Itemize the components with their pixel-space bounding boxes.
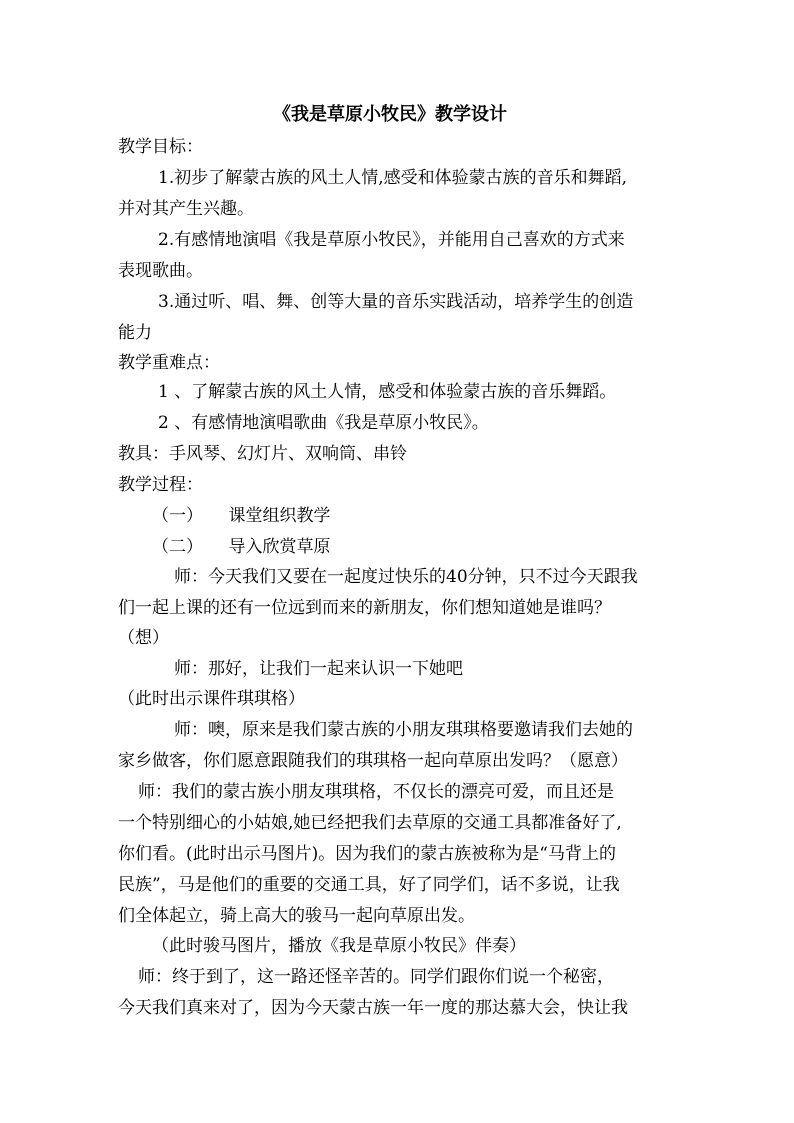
key-point-1: 1 、了解蒙古族的风土人情，感受和体验蒙古族的音乐舞蹈。	[158, 382, 617, 402]
paragraph-1-line-3: （想）	[118, 628, 169, 648]
paragraph-4-line-2: 家乡做客，你们愿意跟随我们的琪琪格一起向草原出发吗？（愿意）	[118, 751, 628, 771]
paragraph-7-line-1: 师：终于到了，这一路还怪辛苦的。同学们跟你们说一个秘密，	[138, 967, 614, 987]
document-title: 《我是草原小牧民》教学设计	[273, 104, 507, 125]
objective-3-line-2: 能力	[118, 323, 152, 343]
paragraph-5-line-3: 你们看。(此时出示马图片)。因为我们的蒙古族被称为是“马背上的	[118, 844, 616, 864]
paragraph-2: 师：那好，让我们一起来认识一下她吧	[174, 659, 463, 679]
objective-2-line-2: 表现歌曲。	[118, 261, 203, 281]
paragraph-7-line-2: 今天我们真来对了，因为今天蒙古族一年一度的那达慕大会，快让我	[118, 998, 628, 1018]
key-points-heading: 教学重难点：	[118, 353, 220, 373]
paragraph-6: （此时骏马图片，播放《我是草原小牧民》伴奏）	[152, 936, 526, 956]
process-heading: 教学过程：	[118, 475, 203, 495]
paragraph-5-line-1: 师：我们的蒙古族小朋友琪琪格，不仅长的漂亮可爱，而且还是	[138, 782, 614, 802]
paragraph-4-line-1: 师：噢，原来是我们蒙古族的小朋友琪琪格要邀请我们去她的	[174, 720, 633, 740]
paragraph-1-line-1: 师：今天我们又要在一起度过快乐的40分钟，只不过今天跟我	[174, 567, 638, 587]
objective-1-line-2: 并对其产生兴趣。	[118, 199, 254, 219]
process-step-1: （一） 课堂组织教学	[152, 506, 331, 526]
objective-3-line-1: 3.通过听、唱、舞、创等大量的音乐实践活动，培养学生的创造	[158, 292, 634, 312]
teaching-tools: 教具：手风琴、幻灯片、双响筒、串铃	[118, 444, 407, 464]
paragraph-1-line-2: 们一起上课的还有一位远到而来的新朋友，你们想知道她是谁吗？	[118, 598, 611, 618]
objectives-heading: 教学目标：	[118, 137, 203, 157]
paragraph-5-line-2: 一个特别细心的小姑娘,她已经把我们去草原的交通工具都准备好了,	[118, 813, 622, 833]
objective-2-line-1: 2.有感情地演唱《我是草原小牧民》，并能用自己喜欢的方式来	[158, 230, 625, 250]
paragraph-5-line-4: 民族”，马是他们的重要的交通工具，好了同学们，话不多说，让我	[118, 875, 620, 895]
paragraph-5-line-5: 们全体起立，骑上高大的骏马一起向草原出发。	[118, 906, 475, 926]
paragraph-3: （此时出示课件琪琪格）	[118, 689, 305, 709]
objective-1-line-1: 1.初步了解蒙古族的风土人情,感受和体验蒙古族的音乐和舞蹈,	[158, 168, 628, 188]
process-step-2: （二） 导入欣赏草原	[152, 537, 331, 557]
key-point-2: 2 、有感情地演唱歌曲《我是草原小牧民》。	[158, 413, 489, 433]
